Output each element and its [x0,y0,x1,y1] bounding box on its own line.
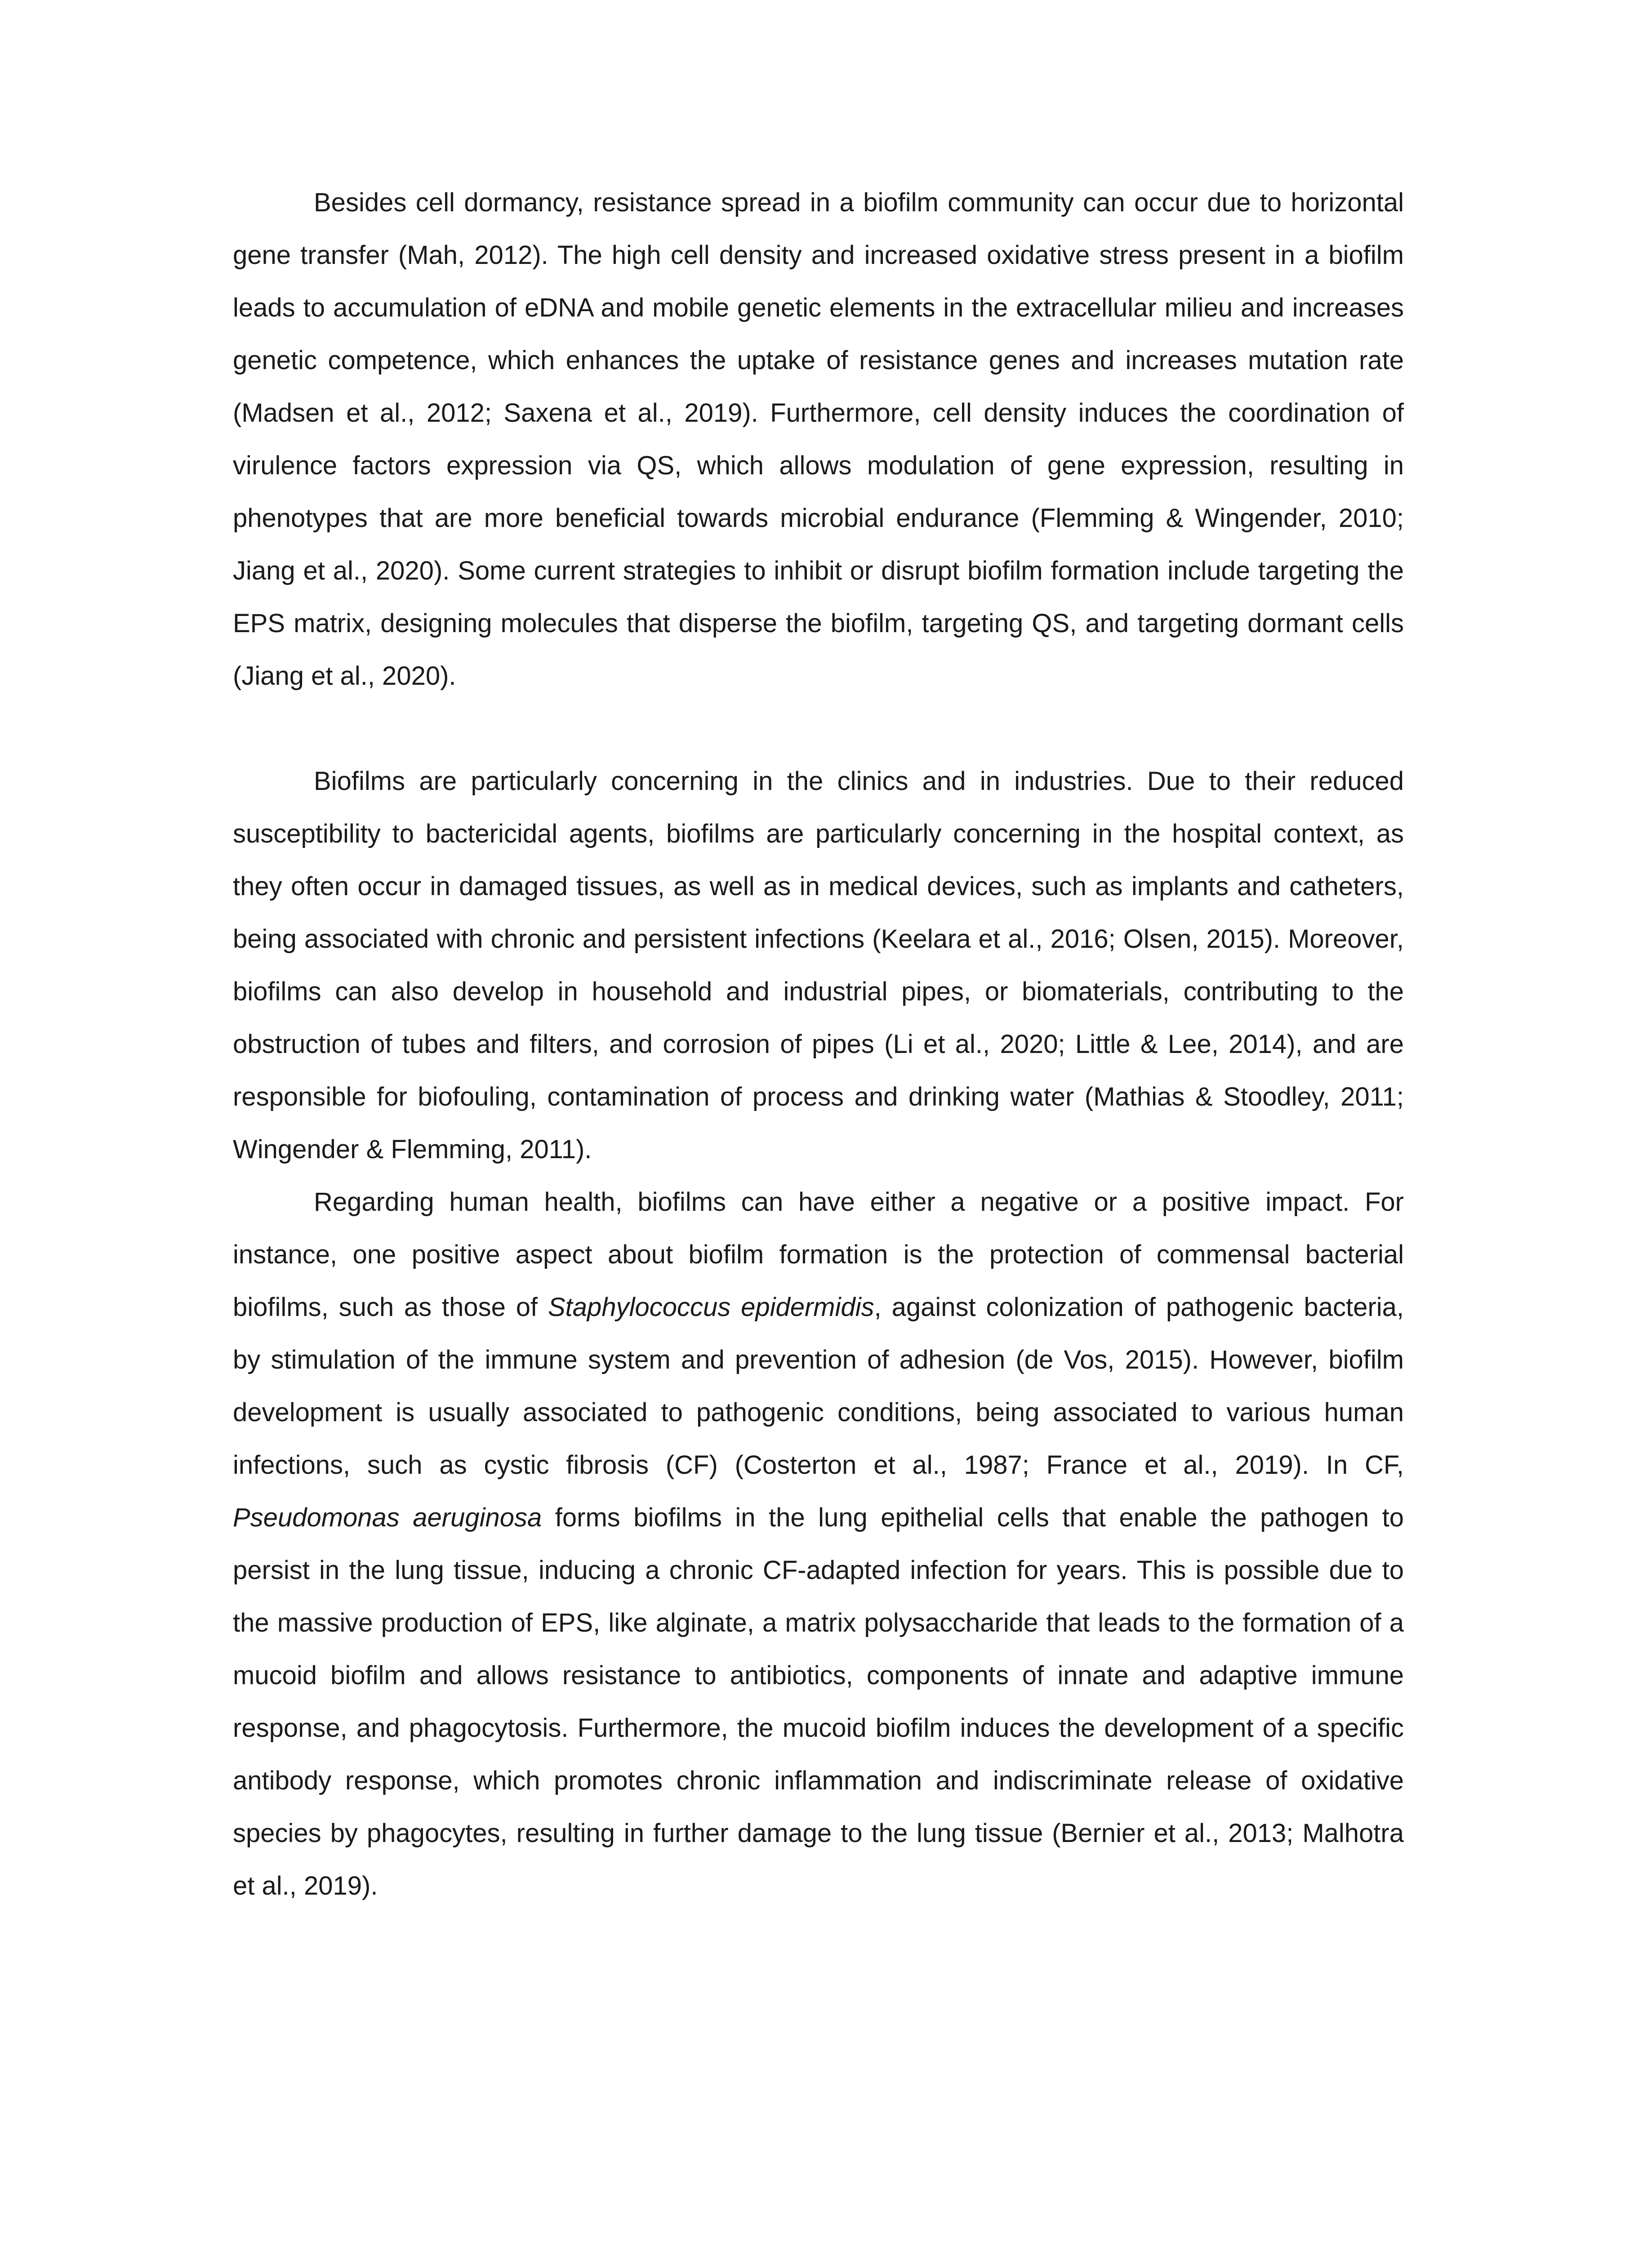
paragraph-2-text: Biofilms are particularly concerning in the clinics and in industries. Due to their reduced susceptibility to bactericidal agents, biofilms are particularly concerning in the hospital context, as they often occur in damaged tissues, as well as in medical devices, such as implants and catheters, being associated with chronic and persistent infections (Keelara et al., 2016; Olsen, 2015). Moreover, biofilms can also develop in household and industrial pipes, or biomaterials, contributing to the obstruction of tubes and filters, and corrosion of pipes (Li et al., 2020; Little & Lee, 2014), and are responsible for biofouling, contamination of process and drinking water (Mathias & Stoodley, 2011; Wingender & Flemming, 2011). [233,767,1404,1164]
paragraph-1 [233,176,1404,702]
paragraph-3-text-1: Regarding human health, biofilms can have either a negative or a positive impact. For instance, one positive aspect about biofilm formation is the protection of commensal bacterial biofilms, such as those of [233,1187,1404,1322]
paragraph-3 [233,1176,1404,1912]
species-name-staphylococcus: Staphylococcus epidermidis [548,1293,874,1322]
body-text [233,176,1404,1912]
paragraph-3-text-3: forms biofilms in the lung epithelial cells that enable the pathogen to persist in the lung tissue, inducing a chronic CF-adapted infection for years. This is possible due to the massive production of EPS, like alginate, a matrix polysaccharide that leads to the formation of a mucoid biofilm and allows resistance to antibiotics, components of innate and adaptive immune response, and phagocytosis. Furthermore, the mucoid biofilm induces the development of a specific antibody response, which promotes chronic inflammation and indiscriminate release of oxidative species by phagocytes, resulting in further damage to the lung tissue (Bernier et al., 2013; Malhotra et al., 2019). [233,1503,1404,1900]
paragraph-3-text-2: , against colonization of pathogenic bacteria, by stimulation of the immune system and prevention of adhesion (de Vos, 2015). However, biofilm development is usually associated to pathogenic conditions, being associated to various human infections, such as cystic fibrosis (CF) (Costerton et al., 1987; France et al., 2019). In CF, [233,1293,1404,1480]
paragraph-1-text: Besides cell dormancy, resistance spread in a biofilm community can occur due to horizontal gene transfer (Mah, 2012). The high cell density and increased oxidative stress present in a biofilm leads to accumulation of eDNA and mobile genetic elements in the extracellular milieu and increases genetic competence, which enhances the uptake of resistance genes and increases mutation rate (Madsen et al., 2012; Saxena et al., 2019). Furthermore, cell density induces the coordination of virulence factors expression via QS, which allows modulation of gene expression, resulting in phenotypes that are more beneficial towards microbial endurance (Flemming & Wingender, 2010; Jiang et al., 2020). Some current strategies to inhibit or disrupt biofilm formation include targeting the EPS matrix, designing molecules that disperse the biofilm, targeting QS, and targeting dormant cells (Jiang et al., 2020). [233,188,1404,691]
paragraph-2 [233,755,1404,1176]
species-name-pseudomonas: Pseudomonas aeruginosa [233,1503,542,1532]
